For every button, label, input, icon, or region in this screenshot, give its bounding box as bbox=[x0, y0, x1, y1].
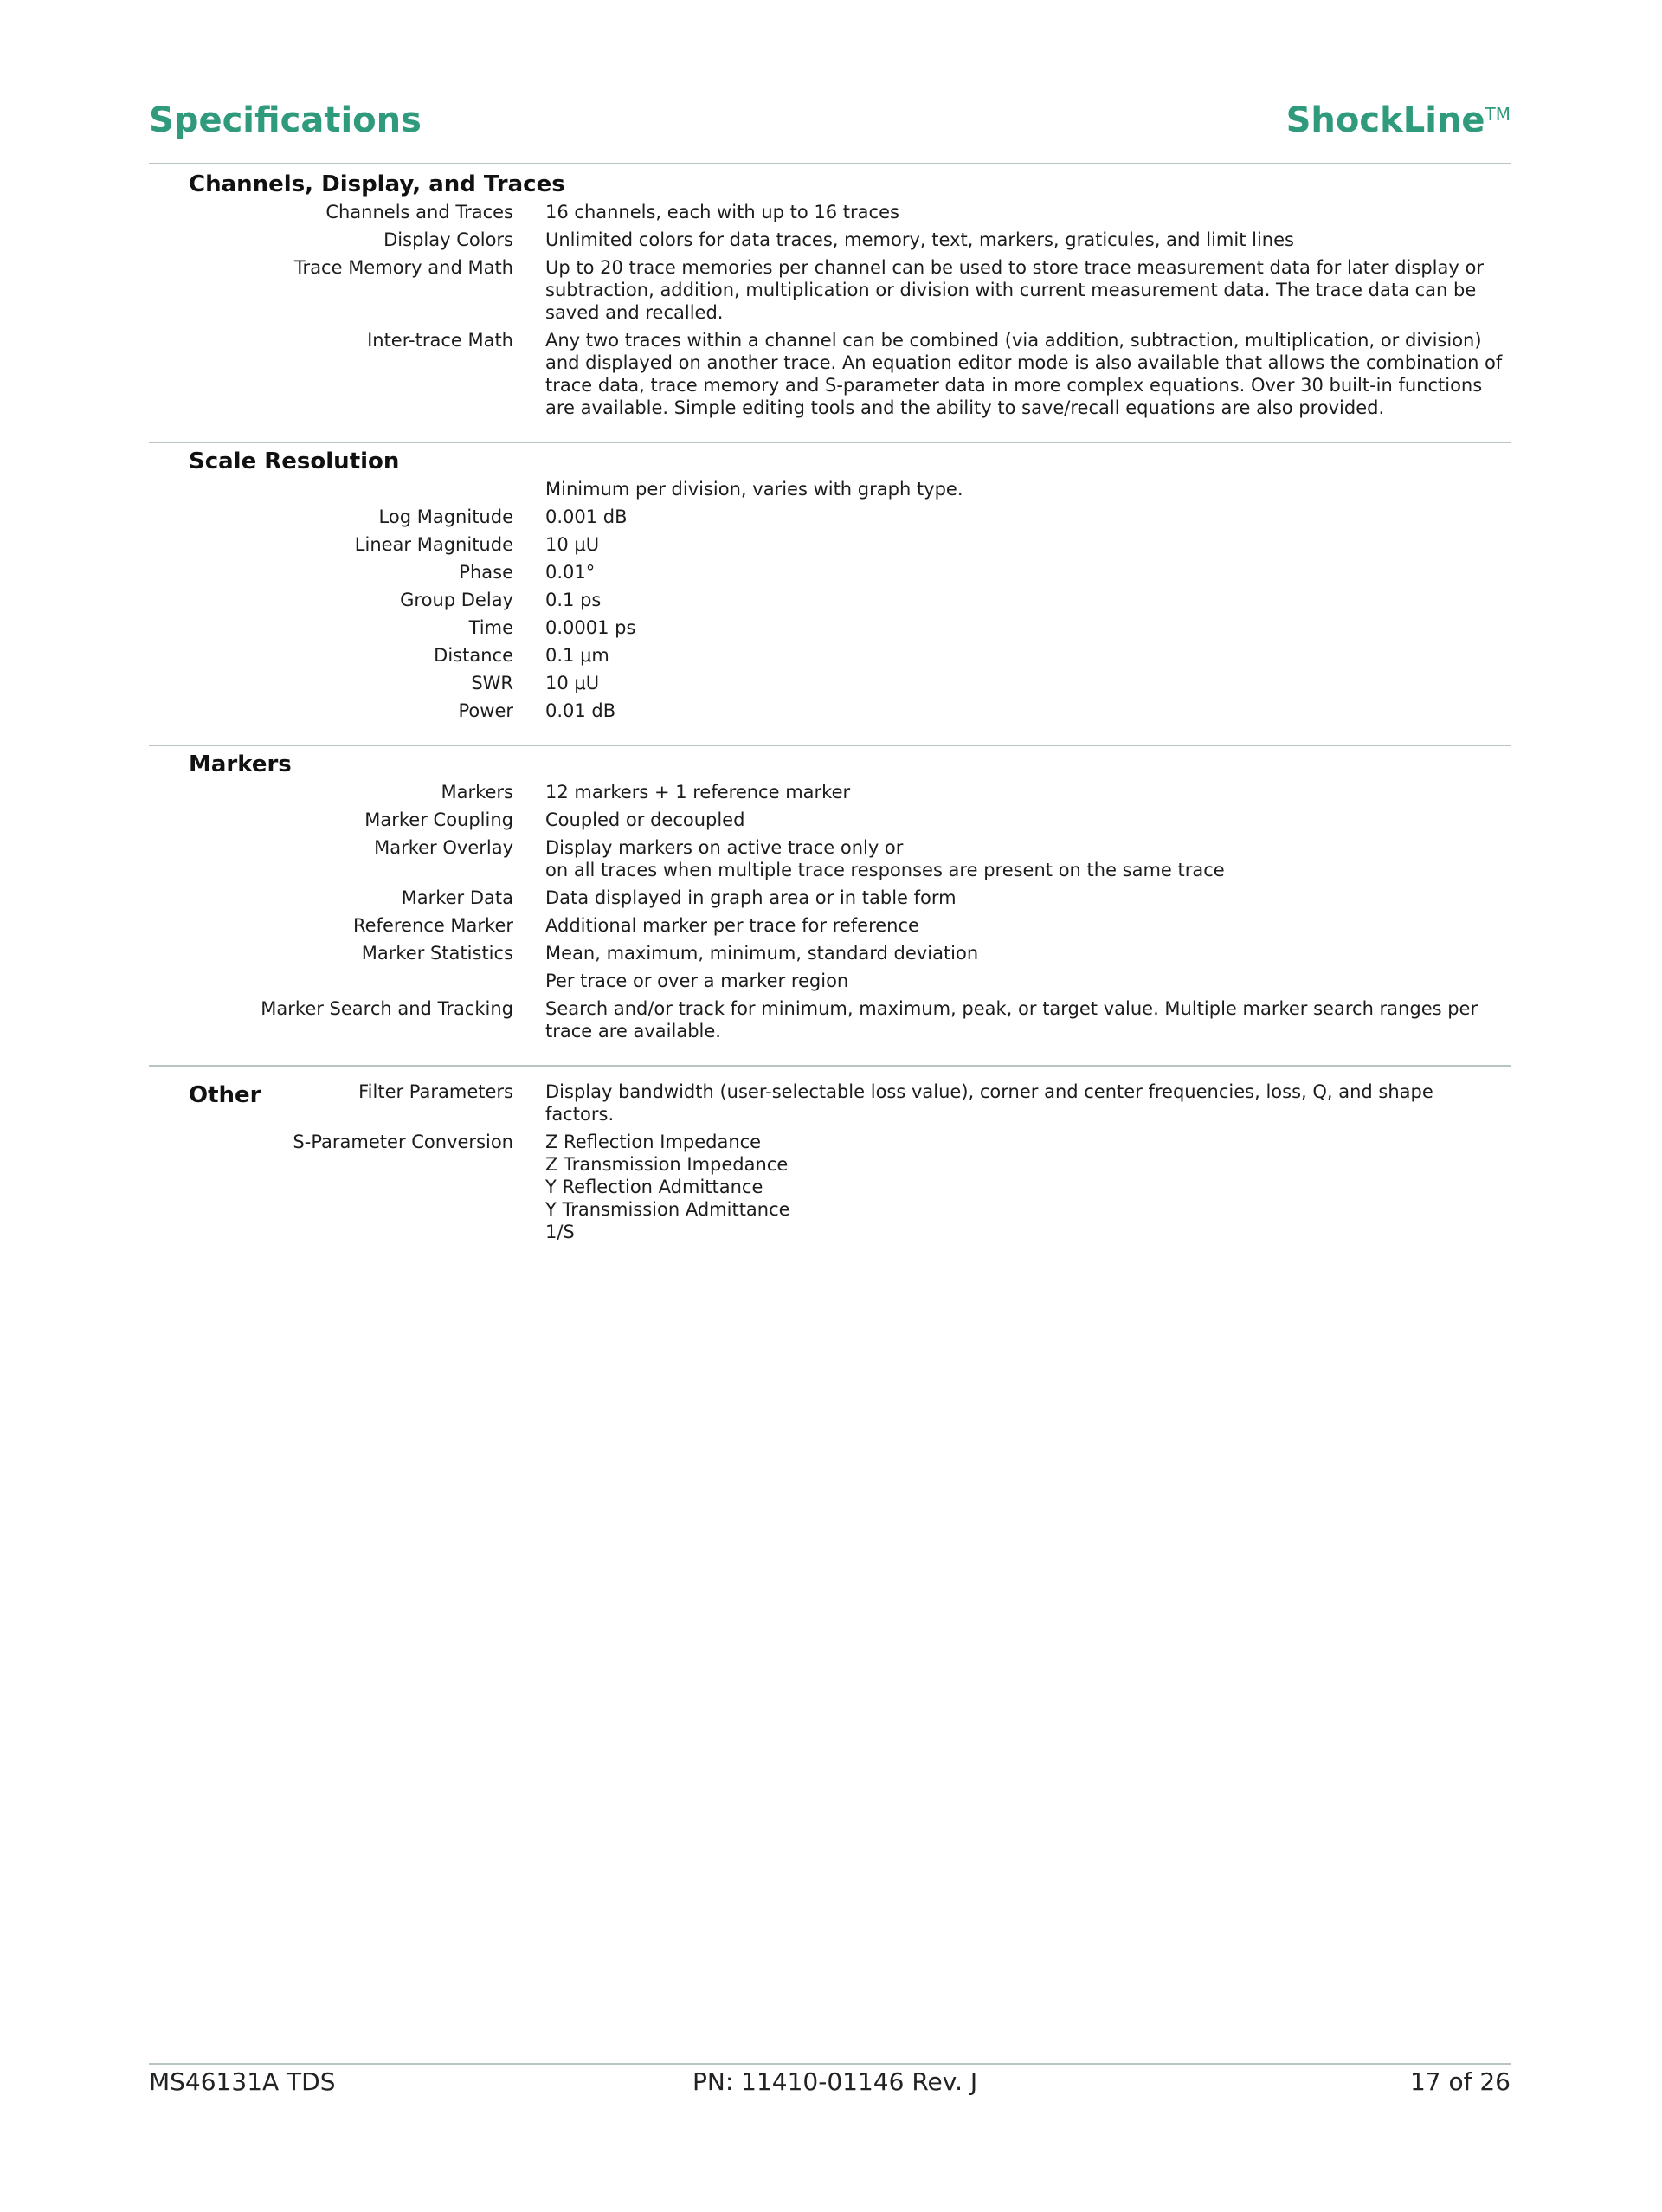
section-title: Scale Resolution bbox=[189, 448, 400, 474]
footer-part-number: PN: 11410-01146 Rev. J bbox=[692, 2067, 978, 2096]
spec-content bbox=[149, 166, 1511, 1266]
spec-value: 10 μU bbox=[545, 534, 600, 555]
spec-label: Trace Memory and Math bbox=[293, 257, 513, 278]
spec-row bbox=[149, 700, 1511, 722]
spec-row bbox=[149, 942, 1511, 964]
section-title: Channels, Display, and Traces bbox=[189, 171, 565, 197]
spec-row bbox=[149, 561, 1511, 584]
spec-value: 0.1 μm bbox=[545, 645, 609, 666]
spec-label: Marker Search and Tracking bbox=[261, 998, 513, 1019]
spec-label: Marker Data bbox=[401, 887, 513, 908]
spec-value: 0.01° bbox=[545, 562, 596, 583]
spec-value bbox=[545, 836, 1511, 881]
spec-row bbox=[149, 1080, 1511, 1125]
section-title: Markers bbox=[189, 751, 292, 777]
header-divider bbox=[149, 163, 1511, 164]
spec-label: Inter-trace Math bbox=[367, 330, 513, 351]
spec-label: Filter Parameters bbox=[358, 1081, 513, 1102]
spec-row bbox=[149, 533, 1511, 556]
spec-value: 0.0001 ps bbox=[545, 617, 636, 638]
spec-label: Reference Marker bbox=[352, 915, 513, 936]
spec-label: Linear Magnitude bbox=[354, 534, 513, 555]
spec-value: 10 μU bbox=[545, 673, 600, 693]
spec-row bbox=[149, 1131, 1511, 1243]
header-bar bbox=[149, 100, 1511, 140]
spec-row bbox=[149, 644, 1511, 667]
section-title: Other bbox=[189, 1082, 261, 1108]
section-channels-display-traces bbox=[149, 166, 1511, 443]
spec-value: Unlimited colors for data traces, memory, text, markers, graticules, and limit lines bbox=[545, 229, 1294, 250]
brand-name bbox=[1286, 100, 1511, 140]
spec-value: Display bandwidth (user-selectable loss value), corner and center frequencies, loss, Q, and shape factors. bbox=[545, 1081, 1433, 1125]
spec-value: Per trace or over a marker region bbox=[545, 971, 849, 991]
spec-value: Search and/or track for minimum, maximum, peak, or target value. Multiple marker search ranges per trace are available. bbox=[545, 998, 1478, 1042]
spec-value: 12 markers + 1 reference marker bbox=[545, 782, 851, 803]
spec-label: SWR bbox=[471, 673, 513, 693]
spec-row bbox=[149, 781, 1511, 803]
spec-label: Markers bbox=[441, 782, 513, 803]
spec-value: 0.01 dB bbox=[545, 700, 616, 721]
spec-label: Power bbox=[458, 700, 513, 721]
spec-value bbox=[545, 1131, 1511, 1243]
spec-note: Minimum per division, varies with graph type. bbox=[545, 479, 963, 500]
spec-label: S-Parameter Conversion bbox=[293, 1132, 513, 1152]
spec-value-line: Y Transmission Admittance bbox=[545, 1199, 790, 1220]
section-markers bbox=[149, 746, 1511, 1067]
spec-row bbox=[149, 201, 1511, 223]
page-title: Specifications bbox=[149, 100, 422, 140]
spec-row bbox=[149, 329, 1511, 419]
brand-text: ShockLine bbox=[1285, 100, 1485, 140]
spec-value: Data displayed in graph area or in table form bbox=[545, 887, 957, 908]
spec-row bbox=[149, 256, 1511, 324]
spec-label: Marker Coupling bbox=[364, 809, 513, 830]
section-scale-resolution bbox=[149, 443, 1511, 746]
spec-value: Coupled or decoupled bbox=[545, 809, 745, 830]
spec-row bbox=[149, 809, 1511, 831]
spec-label: Channels and Traces bbox=[325, 202, 513, 222]
spec-value: 0.001 dB bbox=[545, 506, 628, 527]
spec-label bbox=[149, 970, 545, 992]
spec-value-line: Z Reflection Impedance bbox=[545, 1132, 762, 1152]
spec-row bbox=[149, 589, 1511, 611]
spec-row bbox=[149, 836, 1511, 881]
spec-value: Mean, maximum, minimum, standard deviation bbox=[545, 943, 979, 964]
spec-label: Display Colors bbox=[383, 229, 513, 250]
spec-row bbox=[149, 506, 1511, 528]
spec-row bbox=[149, 887, 1511, 909]
spec-value-line: Display markers on active trace only or bbox=[545, 837, 904, 858]
spec-row bbox=[149, 672, 1511, 694]
spec-value: Additional marker per trace for reference bbox=[545, 915, 919, 936]
spec-label: Log Magnitude bbox=[378, 506, 513, 527]
spec-value: Any two traces within a channel can be combined (via addition, subtraction, multiplication, or division) and displayed on another trace. An equation editor mode is also available that allows the combination of trace data, trace memory and S-parameter data in more complex equations. Over 30 built-in functions are available. Simple editing tools and the ability to save/recall equations are also provided. bbox=[545, 330, 1503, 418]
footer-page-number: 17 of 26 bbox=[1409, 2067, 1511, 2096]
spec-value-line: Y Reflection Admittance bbox=[545, 1177, 763, 1197]
page-footer bbox=[149, 2064, 1511, 2100]
spec-label: Group Delay bbox=[400, 590, 513, 610]
spec-value: 0.1 ps bbox=[545, 590, 602, 610]
spec-value: 16 channels, each with up to 16 traces bbox=[545, 202, 899, 222]
spec-label: Marker Overlay bbox=[374, 837, 513, 858]
trademark-mark: TM bbox=[1485, 104, 1511, 125]
spec-row bbox=[149, 970, 1511, 992]
spec-row bbox=[149, 229, 1511, 251]
footer-doc-name: MS46131A TDS bbox=[149, 2067, 336, 2096]
spec-label-empty bbox=[149, 478, 545, 500]
spec-row bbox=[149, 914, 1511, 937]
spec-value-line: 1/S bbox=[545, 1222, 575, 1242]
spec-label: Time bbox=[468, 617, 513, 638]
spec-value-line: Z Transmission Impedance bbox=[545, 1154, 789, 1175]
spec-label: Distance bbox=[434, 645, 513, 666]
spec-row bbox=[149, 997, 1511, 1042]
section-other bbox=[149, 1067, 1511, 1266]
spec-row bbox=[149, 616, 1511, 639]
spec-label: Phase bbox=[459, 562, 513, 583]
spec-value-line: on all traces when multiple trace responses are present on the same trace bbox=[545, 860, 1225, 880]
spec-value: Up to 20 trace memories per channel can be used to store trace measurement data for later display or subtraction, addition, multiplication or division with current measurement data. The trace data can be saved and recalled. bbox=[545, 257, 1484, 323]
spec-note-row bbox=[149, 478, 1511, 500]
spec-label: Marker Statistics bbox=[361, 943, 513, 964]
